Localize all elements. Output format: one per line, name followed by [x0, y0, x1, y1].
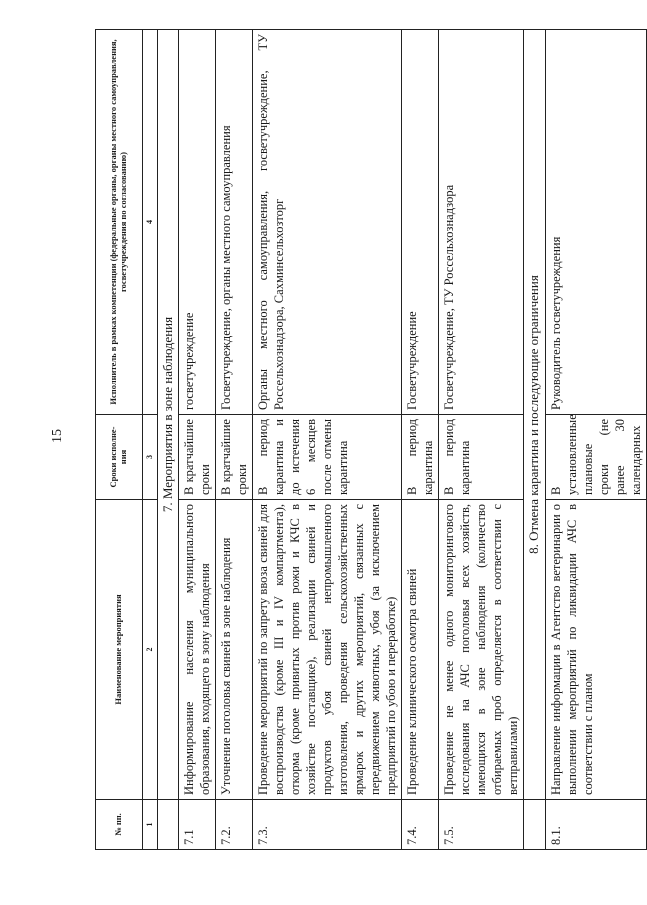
row-executor: Руководитель госветучреждения	[545, 30, 646, 415]
row-num: 7.2.	[216, 800, 253, 850]
measures-table	[95, 29, 647, 850]
table-row	[179, 30, 216, 850]
section-8-header	[524, 30, 546, 850]
row-deadline: В кратчайшие сроки	[216, 415, 253, 500]
row-executor: Госветучреждение, ТУ Россельхознадзора	[439, 30, 524, 415]
row-name: Проведение клинического осмотра свиней	[402, 500, 439, 800]
section-7-title: 7. Мероприятия в зоне наблюдения	[157, 30, 179, 800]
header-executor: Исполнитель в рамках компетенции (федеральные органы, органы местного самоуправления, госветучреждения по согласованию)	[96, 30, 143, 415]
table-row	[402, 30, 439, 850]
header-deadline: Сроки исполне- ния	[96, 415, 143, 500]
row-executor: госветучреждение	[179, 30, 216, 415]
section-7-header	[157, 30, 179, 850]
row-deadline: В период карантина	[439, 415, 524, 500]
column-number-4: 4	[143, 30, 158, 415]
row-deadline: В период карантина и до истечения 6 месяцев после отмены карантина	[253, 415, 402, 500]
table-row	[439, 30, 524, 850]
row-deadline: В период карантина	[402, 415, 439, 500]
table-row	[216, 30, 253, 850]
column-number-3: 3	[143, 415, 158, 500]
table-row	[545, 30, 646, 850]
section-8-title: 8. Отмена карантина и последующие ограничения	[524, 30, 546, 800]
page-number: 15	[50, 429, 65, 443]
table-row	[253, 30, 402, 850]
row-executor: Органы местного самоуправления, госветучреждение, ТУ Россельхознадзора, Сахминсельхозторг	[253, 30, 402, 415]
rotated-table-container	[95, 30, 643, 850]
row-executor: Госветучреждение	[402, 30, 439, 415]
row-num: 7.5.	[439, 800, 524, 850]
row-name: Уточнение поголовья свиней в зоне наблюдения	[216, 500, 253, 800]
row-deadline: В установленные плановые сроки (не ранее 30 календарных	[545, 415, 646, 500]
column-number-1: 1	[143, 800, 158, 850]
column-number-2: 2	[143, 500, 158, 800]
header-row	[96, 30, 143, 850]
header-num: № пп.	[96, 800, 143, 850]
row-num: 7.3.	[253, 800, 402, 850]
row-name: Направление информации в Агентство ветеринарии о выполнении мероприятий по ликвидации АЧС в соответствии с планом	[545, 500, 646, 800]
header-name: Наименование мероприятия	[96, 500, 143, 800]
row-deadline: В кратчайшие сроки	[179, 415, 216, 500]
row-name: Проведение не менее одного мониторингового исследования на АЧС поголовья всех хозяйств, имеющихся в зоне наблюдения (количество отбираемых проб определяется в соответствии с ветправилами)	[439, 500, 524, 800]
row-num: 7.4.	[402, 800, 439, 850]
column-number-row	[143, 30, 158, 850]
row-num: 7.1	[179, 800, 216, 850]
row-executor: Госветучреждение, органы местного самоуправления	[216, 30, 253, 415]
row-name: Проведение мероприятий по запрету ввоза свиней для воспроизводства (кроме III и IV компартмента), откорма (кроме привитых против рожи и КЧС в хозяйстве поставщике), реализации свиней и продуктов убоя свиней непромышленного изготовления, проведения сельскохозяйственных ярмарок и других мероприятий, связанных с передвижением животных, убоя (за исключением предприятий по убою и переработке)	[253, 500, 402, 800]
row-name: Информирование населения муниципального образования, входящего в зону наблюдения	[179, 500, 216, 800]
row-num: 8.1.	[545, 800, 646, 850]
